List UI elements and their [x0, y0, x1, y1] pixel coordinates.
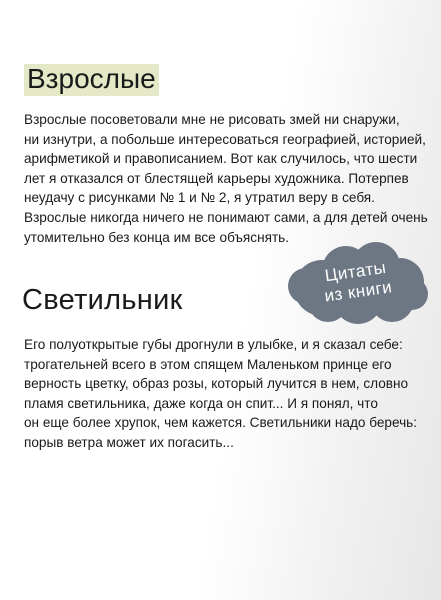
- quote-adults: [24, 110, 428, 247]
- quote-line: утомительно без конца им все объяснять.: [24, 229, 290, 245]
- quote-line: верность цветку, образ розы, который лучится в нем, словно: [24, 376, 409, 392]
- quote-line: трогательней всего в этом спящем Маленьком принце его: [24, 356, 392, 372]
- quote-line: Взрослые посоветовали мне не рисовать змей ни снаружи,: [24, 112, 400, 127]
- section-title-lamp: Светильник: [22, 284, 183, 316]
- quote-line: Его полуоткрытые губы дрогнули в улыбке, и я сказал себе:: [24, 337, 403, 352]
- quote-line: порыв ветра может их погасить...: [24, 434, 234, 450]
- quote-line: ни изнутри, а побольше интересоваться географией, историей,: [24, 131, 426, 147]
- quote-line: он еще более хрупок, чем кажется. Светильники надо беречь:: [24, 415, 418, 431]
- quote-lamp: [24, 335, 416, 453]
- quotes-badge: [284, 236, 430, 328]
- quote-line: Взрослые никогда ничего не понимают сами, а для детей очень: [24, 209, 428, 225]
- quote-line: лет я отказался от блестящей карьеры художника. Потерпев: [24, 170, 409, 186]
- section-title-adults: Взрослые: [24, 64, 159, 96]
- quote-line: пламя светильника, даже когда он спит... И я понял, что: [24, 395, 378, 411]
- quote-line: неудачу с рисунками № 1 и № 2, я утратил веру в себя.: [24, 190, 375, 206]
- badge-line-2: из книги: [323, 277, 394, 306]
- quote-line: арифметикой и правописанием. Вот как случилось, что шести: [24, 151, 418, 167]
- badge-line-1: Цитаты: [323, 257, 388, 286]
